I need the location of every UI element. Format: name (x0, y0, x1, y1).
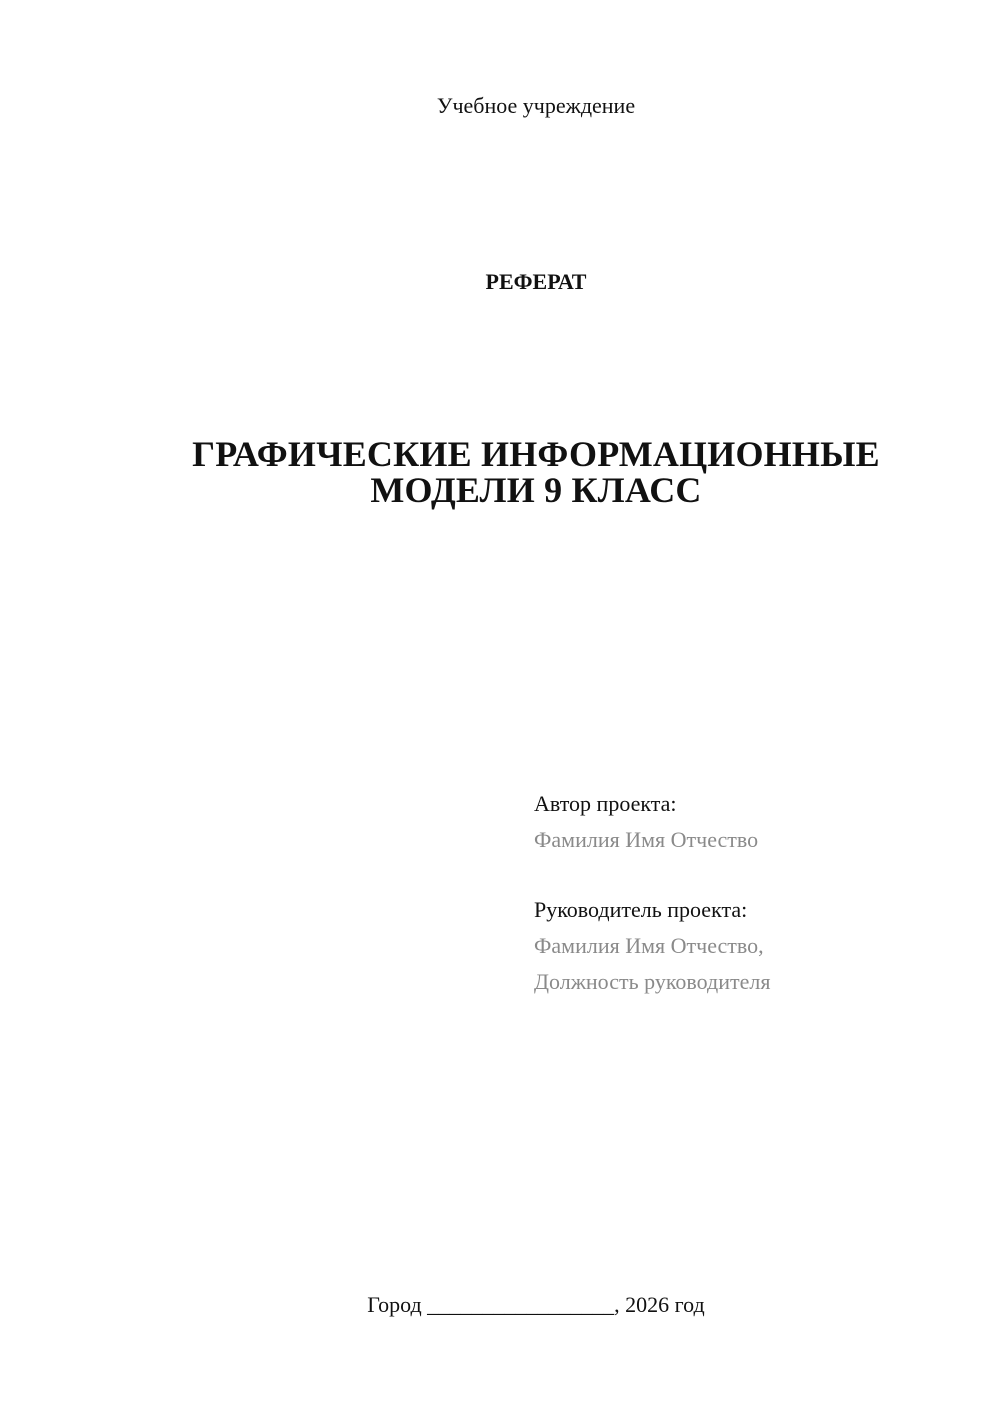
author-name: Фамилия Имя Отчество (534, 827, 759, 852)
title-line-2: МОДЕЛИ 9 КЛАСС (370, 470, 702, 510)
city-year-line (0, 1290, 1000, 1320)
supervisor-block (534, 892, 974, 1000)
author-label: Автор проекта: (534, 791, 677, 816)
city-label: Город (367, 1292, 422, 1317)
year-text: , 2026 год (614, 1292, 705, 1317)
institution-name: Учебное учреждение (436, 93, 636, 118)
title-line-1: ГРАФИЧЕСКИЕ ИНФОРМАЦИОННЫЕ (192, 434, 880, 474)
supervisor-name: Фамилия Имя Отчество, (534, 933, 764, 958)
author-block (534, 786, 974, 858)
document-title (130, 436, 942, 508)
city-blank: _________________ (427, 1292, 615, 1317)
document-type: РЕФЕРАТ (485, 269, 587, 294)
supervisor-position: Должность руководителя (534, 969, 771, 994)
supervisor-label: Руководитель проекта: (534, 897, 748, 922)
